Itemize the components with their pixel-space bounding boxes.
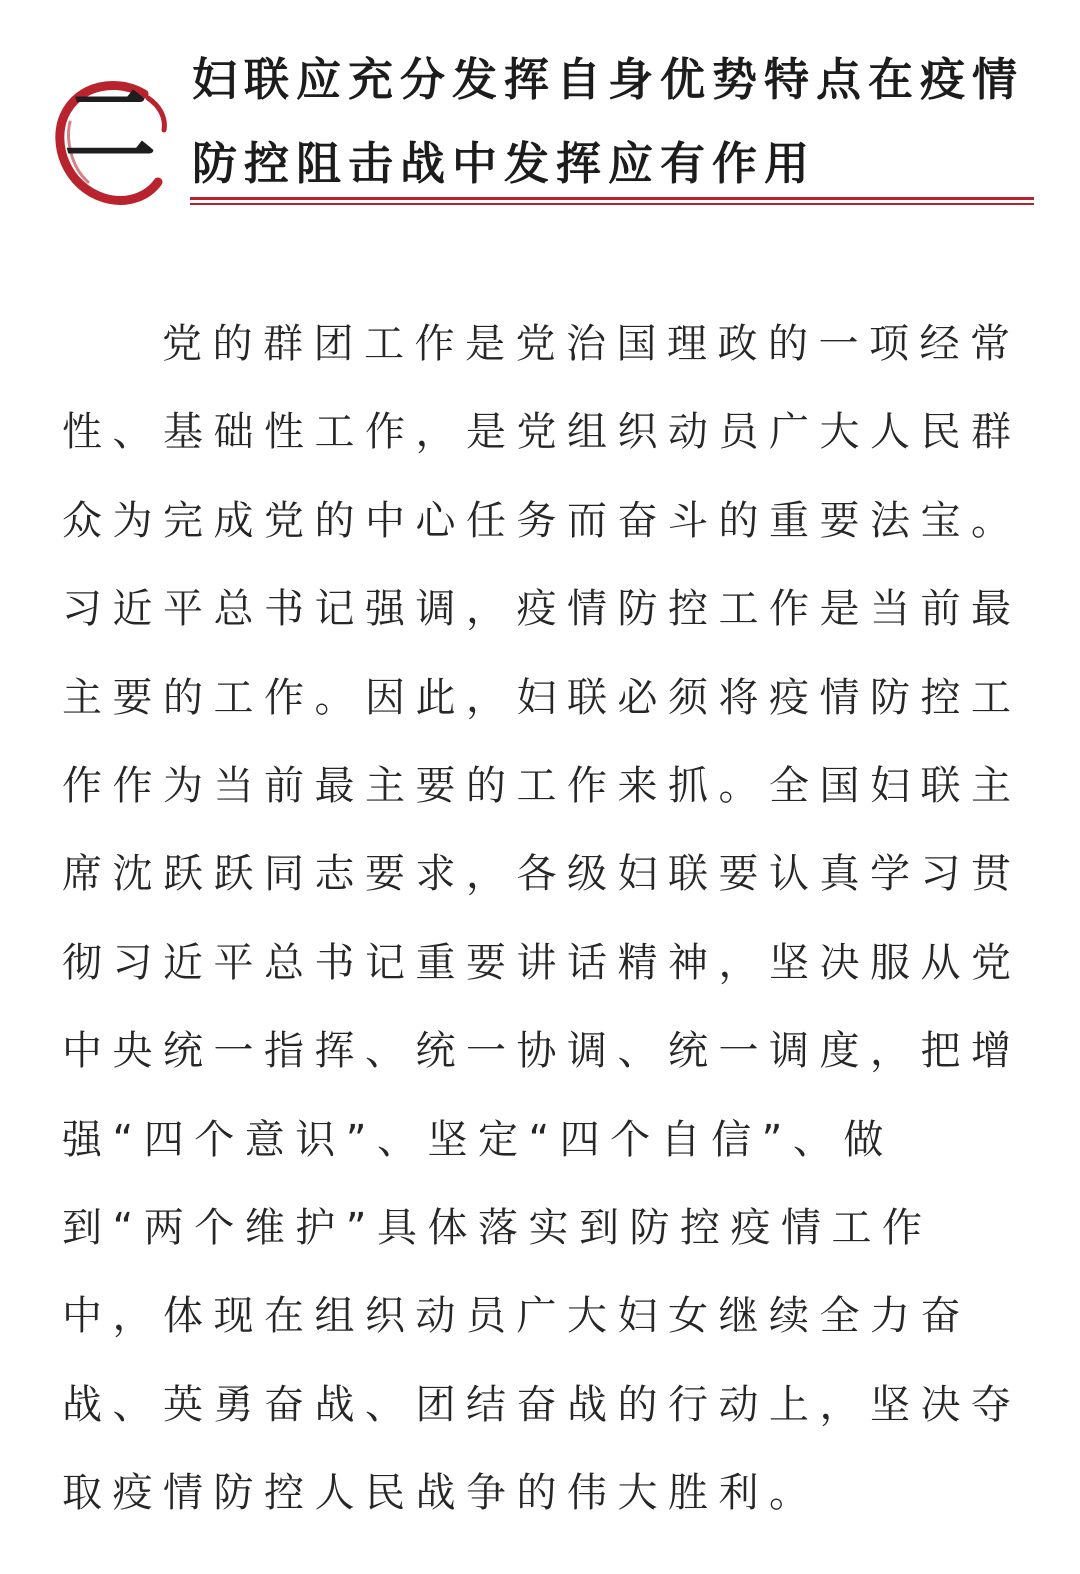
section-title: 妇联应充分发挥自身优势特点在疫情防控阻击战中发挥应有作用: [192, 53, 1025, 190]
title-underline-secondary: [190, 203, 1034, 205]
section-numeral: 二: [63, 73, 156, 180]
title-underline: [190, 197, 1034, 200]
article-paragraph: 党的群团工作是党治国理政的一项经常性、基础性工作，是党组织动员广大人民群众为完成党的中心任务而奋斗的重要法宝。习近平总书记强调，疫情防控工作是当前最主要的工作。因此，妇联必须将疫情防控工作作为当前最主要的工作来抓。全国妇联主席沈跃跃同志要求，各级妇联要认真学习贯彻习近平总书记重要讲话精神，坚决服从党中央统一指挥、统一协调、统一调度，把增强“四个意识”、坚定“四个自信”、做到“两个维护”具体落实到防控疫情工作中，体现在组织动员广大妇女继续全力奋战、英勇奋战、团结奋战的行动上，坚决夺取疫情防控人民战争的伟大胜利。: [62, 321, 1022, 1517]
section-header: [0, 0, 1080, 215]
